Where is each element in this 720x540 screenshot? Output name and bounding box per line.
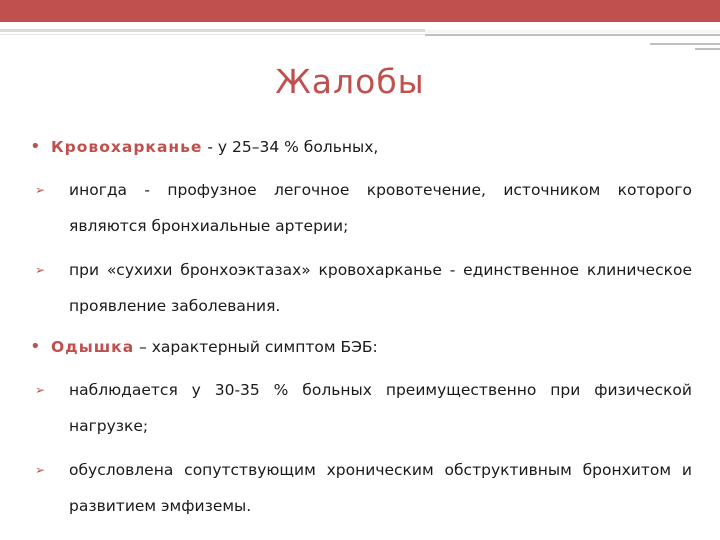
sub-bullet-text: при «сухихи бронхоэктазах» кровохарканье - единственное клиническое проявление заболевания. <box>69 261 692 315</box>
slide-content <box>30 132 692 532</box>
arrow-bullet-icon: ➢ <box>35 463 46 477</box>
bullet-dot-icon: • <box>30 136 41 157</box>
bullet-hemoptysis <box>30 132 692 162</box>
bullet-dyspnea <box>30 332 692 362</box>
bullet-term: Одышка <box>51 338 135 356</box>
sub-bullet <box>30 172 692 244</box>
header-rule <box>695 48 720 50</box>
header-rule <box>650 43 720 45</box>
sub-bullet <box>30 372 692 444</box>
header-rule <box>425 30 720 33</box>
header-rule <box>0 29 425 32</box>
arrow-bullet-icon: ➢ <box>35 383 46 397</box>
arrow-bullet-icon: ➢ <box>35 263 46 277</box>
sub-bullet-text: обусловлена сопутствующим хроническим обструктивным бронхитом и развитием эмфиземы. <box>69 461 692 515</box>
bullet-text: - у 25–34 % больных, <box>202 138 379 156</box>
header-rule <box>425 34 720 36</box>
sub-bullet <box>30 252 692 324</box>
sub-bullet <box>30 452 692 524</box>
sub-bullet-text: иногда - профузное легочное кровотечение, источником которого являются бронхиальные артерии; <box>69 181 692 235</box>
top-accent-band <box>0 0 720 22</box>
sub-bullet-text: наблюдается у 30-35 % больных преимущественно при физической нагрузке; <box>69 381 692 435</box>
bullet-dot-icon: • <box>30 336 41 357</box>
slide-title: Жалобы <box>275 62 425 101</box>
header-rule <box>0 34 425 35</box>
bullet-term: Кровохарканье <box>51 138 203 156</box>
bullet-text: – характерный симптом БЭБ: <box>134 338 378 356</box>
arrow-bullet-icon: ➢ <box>35 183 46 197</box>
